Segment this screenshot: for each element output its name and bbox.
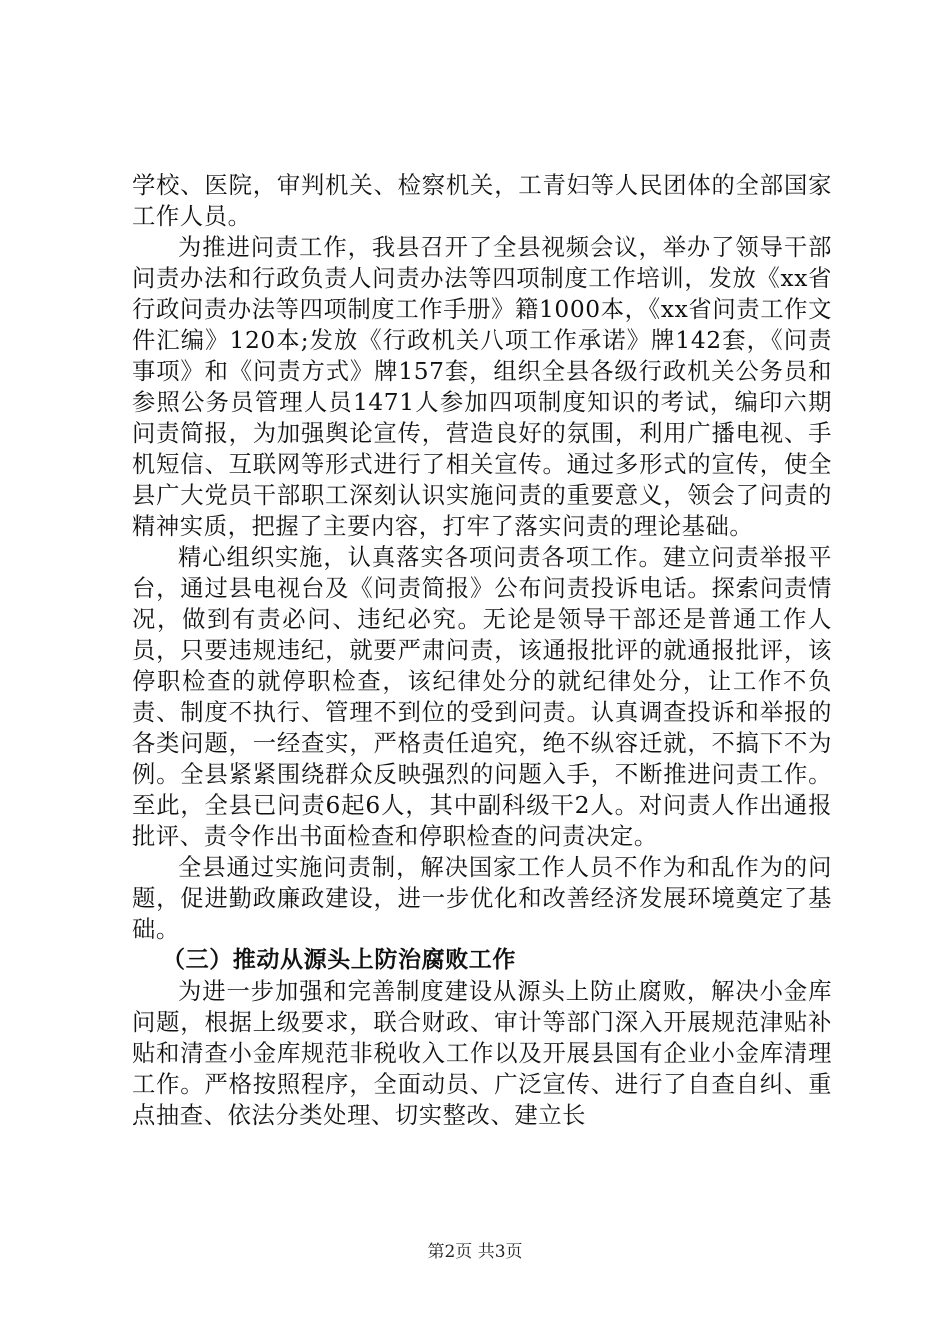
document-body	[132, 170, 832, 1131]
page-footer: 第2页 共3页	[427, 1242, 523, 1262]
paragraph-anti-corruption: 为进一步加强和完善制度建设从源头上防止腐败，解决小金库问题，根据上级要求，联合财政、审计等部门深入开展规范津贴补贴和清查小金库规范非税收入工作以及开展县国有企业小金库清理工作。严格按照程序，全面动员、广泛宣传、进行了自查自纠、重点抽查、依法分类处理、切实整改、建立长	[132, 978, 832, 1129]
paragraph-staff-scope: 学校、医院，审判机关、检察机关，工青妇等人民团体的全部国家工作人员。	[132, 172, 832, 230]
paragraph-implementation: 精心组织实施，认真落实各项问责各项工作。建立问责举报平台，通过县电视台及《问责简报》公布问责投诉电话。探索问责情况，做到有责必问、违纪必究。无论是领导干部还是普通工作人员，只要违规违纪，就要严肃问责，该通报批评的就通报批评，该停职检查的就停职检查，该纪律处分的就纪律处分，让工作不负责、制度不执行、管理不到位的受到问责。认真调查投诉和举报的各类问题，一经查实，严格责任追究，绝不纵容迁就，不搞下不为例。全县紧紧围绕群众反映强烈的问题入手，不断推进问责工作。至此，全县已问责6起6人，其中副科级干2人。对问责人作出通报批评、责令作出书面检查和停职检查的问责决定。	[132, 544, 832, 850]
paragraph-accountability-promotion: 为推进问责工作，我县召开了全县视频会议，举办了领导干部问责办法和行政负责人问责办法等四项制度工作培训，发放《xx省行政问责办法等四项制度工作手册》籍1000本，《xx省问责工作文件汇编》120本;发放《行政机关八项工作承诺》牌142套，《问责事项》和《问责方式》牌157套，组织全县各级行政机关公务员和参照公务员管理人员1471人参加四项制度知识的考试，编印六期问责简报，为加强舆论宣传，营造良好的氛围，利用广播电视、手机短信、互联网等形式进行了相关宣传。通过多形式的宣传，使全县广大党员干部职工深刻认识实施问责的重要意义，领会了问责的精神实质，把握了主要内容，打牢了落实问责的理论基础。	[132, 234, 832, 540]
paragraph-summary: 全县通过实施问责制，解决国家工作人员不作为和乱作为的问题，促进勤政廉政建设，进一步优化和改善经济发展环境奠定了基础。	[132, 854, 832, 943]
section-heading: （三）推动从源头上防治腐败工作	[162, 947, 516, 973]
